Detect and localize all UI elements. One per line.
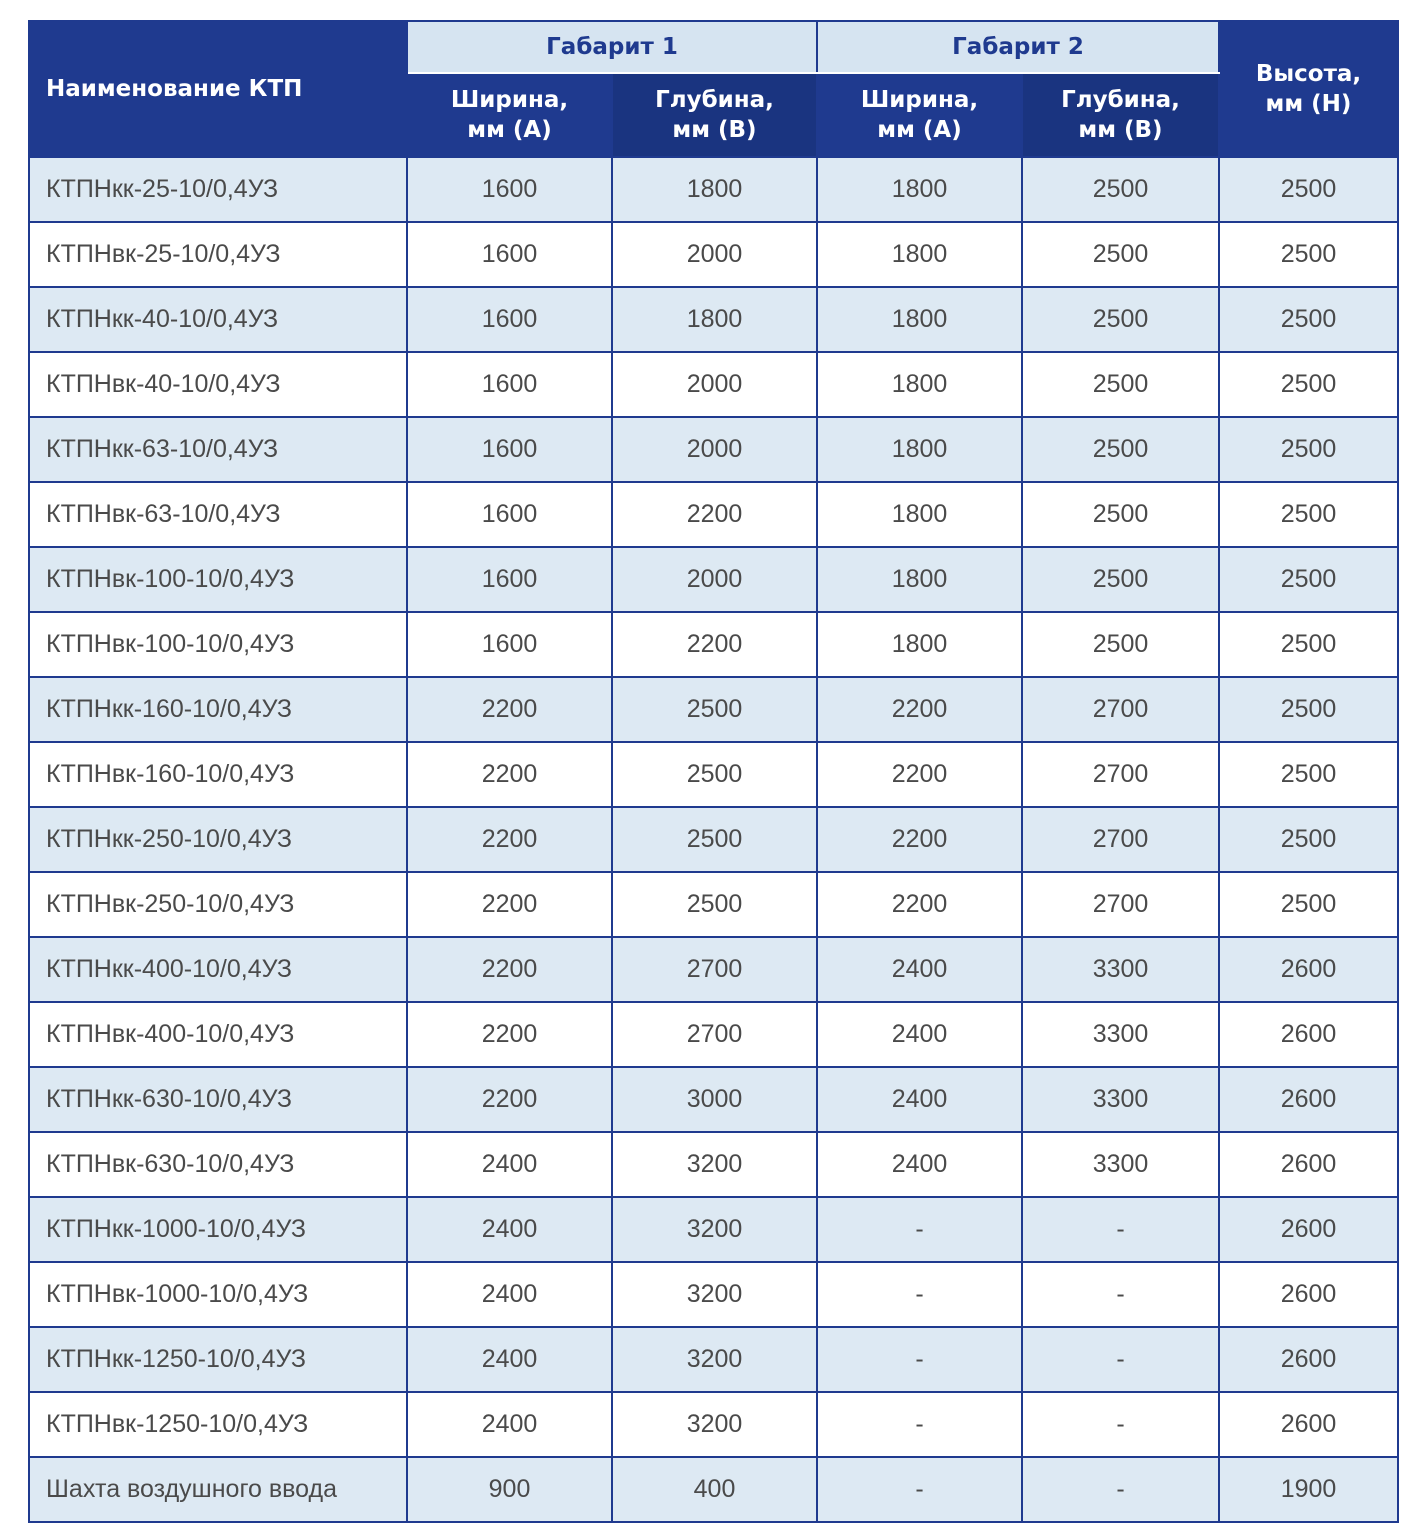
table-row <box>29 1262 1398 1327</box>
cell-g1-width: 2400 <box>407 1327 612 1392</box>
cell-height: 2500 <box>1219 612 1398 677</box>
cell-height: 2500 <box>1219 482 1398 547</box>
cell-g1-depth: 400 <box>612 1457 817 1522</box>
cell-g2-width: 2200 <box>817 872 1022 937</box>
cell-g2-width: - <box>817 1457 1022 1522</box>
cell-height: 2600 <box>1219 1262 1398 1327</box>
cell-g1-width: 1600 <box>407 157 612 222</box>
cell-name: КТПНкк-1250-10/0,4УЗ <box>29 1327 407 1392</box>
cell-g2-width: 2200 <box>817 807 1022 872</box>
cell-g1-width: 900 <box>407 1457 612 1522</box>
cell-g1-width: 1600 <box>407 417 612 482</box>
cell-g2-depth: 2700 <box>1022 872 1219 937</box>
cell-g1-depth: 2000 <box>612 417 817 482</box>
cell-name: КТПНкк-1000-10/0,4УЗ <box>29 1197 407 1262</box>
cell-g1-depth: 2700 <box>612 937 817 1002</box>
column-header-g2-depth <box>1022 73 1219 157</box>
height-label: Высота, мм (Н) <box>1255 61 1362 117</box>
table-row <box>29 157 1398 222</box>
cell-g2-depth: 2700 <box>1022 807 1219 872</box>
table-row <box>29 482 1398 547</box>
table-header <box>29 21 1398 157</box>
table-row <box>29 1132 1398 1197</box>
cell-g1-width: 1600 <box>407 547 612 612</box>
cell-height: 2500 <box>1219 417 1398 482</box>
cell-g1-depth: 2500 <box>612 742 817 807</box>
cell-name: КТПНкк-40-10/0,4УЗ <box>29 287 407 352</box>
table-row <box>29 937 1398 1002</box>
cell-g2-depth: 2500 <box>1022 352 1219 417</box>
table-row <box>29 222 1398 287</box>
table-row <box>29 612 1398 677</box>
cell-g1-depth: 3200 <box>612 1132 817 1197</box>
cell-g1-width: 1600 <box>407 352 612 417</box>
cell-g1-width: 2200 <box>407 807 612 872</box>
cell-g1-depth: 2000 <box>612 352 817 417</box>
cell-height: 2500 <box>1219 742 1398 807</box>
cell-g1-depth: 2000 <box>612 547 817 612</box>
cell-height: 2600 <box>1219 1392 1398 1457</box>
cell-g1-depth: 3200 <box>612 1392 817 1457</box>
cell-height: 1900 <box>1219 1457 1398 1522</box>
cell-name: КТПНкк-630-10/0,4УЗ <box>29 1067 407 1132</box>
column-header-g1-depth <box>612 73 817 157</box>
table-row <box>29 872 1398 937</box>
table-row <box>29 352 1398 417</box>
cell-height: 2600 <box>1219 1327 1398 1392</box>
cell-g2-width: 1800 <box>817 352 1022 417</box>
table-row <box>29 677 1398 742</box>
cell-g2-width: - <box>817 1262 1022 1327</box>
cell-g1-depth: 2200 <box>612 482 817 547</box>
cell-g1-depth: 3200 <box>612 1327 817 1392</box>
cell-g1-width: 2400 <box>407 1392 612 1457</box>
cell-g2-width: 2400 <box>817 1067 1022 1132</box>
column-header-height <box>1219 21 1398 157</box>
table-row <box>29 547 1398 612</box>
cell-height: 2500 <box>1219 547 1398 612</box>
cell-g2-depth: 3300 <box>1022 1132 1219 1197</box>
cell-name: КТПНвк-160-10/0,4УЗ <box>29 742 407 807</box>
cell-name: КТПНкк-63-10/0,4УЗ <box>29 417 407 482</box>
cell-g2-width: - <box>817 1327 1022 1392</box>
cell-g2-width: 1800 <box>817 482 1022 547</box>
table-row <box>29 417 1398 482</box>
cell-name: КТПНвк-1000-10/0,4УЗ <box>29 1262 407 1327</box>
dimensions-table-container <box>28 20 1397 1523</box>
table-row <box>29 1457 1398 1522</box>
cell-height: 2600 <box>1219 1197 1398 1262</box>
cell-name: КТПНвк-40-10/0,4УЗ <box>29 352 407 417</box>
cell-g2-depth: 2500 <box>1022 547 1219 612</box>
cell-height: 2500 <box>1219 677 1398 742</box>
cell-g2-depth: 2500 <box>1022 157 1219 222</box>
cell-height: 2500 <box>1219 807 1398 872</box>
table-row <box>29 1327 1398 1392</box>
g2-depth-label: Глубина, мм (В) <box>1061 87 1180 143</box>
cell-g2-width: 1800 <box>817 287 1022 352</box>
cell-g2-width: 1800 <box>817 417 1022 482</box>
cell-name: КТПНвк-630-10/0,4УЗ <box>29 1132 407 1197</box>
cell-g1-width: 1600 <box>407 222 612 287</box>
cell-g1-width: 2200 <box>407 742 612 807</box>
cell-height: 2600 <box>1219 1002 1398 1067</box>
cell-g2-width: - <box>817 1197 1022 1262</box>
cell-g2-depth: - <box>1022 1262 1219 1327</box>
cell-name: КТПНвк-250-10/0,4УЗ <box>29 872 407 937</box>
cell-g2-depth: 3300 <box>1022 1002 1219 1067</box>
cell-g1-depth: 2500 <box>612 807 817 872</box>
cell-name: КТПНвк-400-10/0,4УЗ <box>29 1002 407 1067</box>
cell-name: КТПНкк-160-10/0,4УЗ <box>29 677 407 742</box>
table-row <box>29 1067 1398 1132</box>
cell-g1-width: 1600 <box>407 287 612 352</box>
cell-height: 2500 <box>1219 157 1398 222</box>
cell-g1-depth: 2500 <box>612 872 817 937</box>
cell-height: 2500 <box>1219 222 1398 287</box>
cell-name: Шахта воздушного ввода <box>29 1457 407 1522</box>
cell-g2-depth: - <box>1022 1327 1219 1392</box>
cell-name: КТПНкк-250-10/0,4УЗ <box>29 807 407 872</box>
cell-g1-width: 2400 <box>407 1262 612 1327</box>
cell-g1-depth: 2500 <box>612 677 817 742</box>
cell-g2-depth: - <box>1022 1457 1219 1522</box>
cell-height: 2500 <box>1219 287 1398 352</box>
cell-g2-width: 1800 <box>817 547 1022 612</box>
cell-name: КТПНвк-100-10/0,4УЗ <box>29 547 407 612</box>
cell-name: КТПНвк-25-10/0,4УЗ <box>29 222 407 287</box>
cell-name: КТПНвк-63-10/0,4УЗ <box>29 482 407 547</box>
cell-name: КТПНвк-100-10/0,4УЗ <box>29 612 407 677</box>
table-row <box>29 742 1398 807</box>
cell-g2-depth: 3300 <box>1022 937 1219 1002</box>
cell-g1-depth: 1800 <box>612 287 817 352</box>
table-row <box>29 287 1398 352</box>
cell-g1-depth: 2700 <box>612 1002 817 1067</box>
column-header-g2-width <box>817 73 1022 157</box>
dimensions-table <box>28 20 1399 1523</box>
cell-g1-depth: 3200 <box>612 1197 817 1262</box>
cell-g2-width: 2400 <box>817 1132 1022 1197</box>
g1-depth-label: Глубина, мм (В) <box>655 87 774 143</box>
table-row <box>29 1002 1398 1067</box>
cell-name: КТПНкк-25-10/0,4УЗ <box>29 157 407 222</box>
cell-g2-width: - <box>817 1392 1022 1457</box>
cell-g1-depth: 2200 <box>612 612 817 677</box>
table-row <box>29 807 1398 872</box>
cell-g2-width: 1800 <box>817 157 1022 222</box>
g1-width-label: Ширина, мм (А) <box>450 87 569 143</box>
column-group-gabarit-2: Габарит 2 <box>817 21 1219 73</box>
table-body <box>29 157 1398 1522</box>
cell-height: 2500 <box>1219 352 1398 417</box>
cell-name: КТПНвк-1250-10/0,4УЗ <box>29 1392 407 1457</box>
cell-g2-width: 2200 <box>817 677 1022 742</box>
cell-g1-width: 2400 <box>407 1197 612 1262</box>
cell-g2-width: 1800 <box>817 612 1022 677</box>
cell-g1-depth: 3200 <box>612 1262 817 1327</box>
cell-g2-depth: 2500 <box>1022 612 1219 677</box>
cell-height: 2600 <box>1219 1067 1398 1132</box>
cell-g2-depth: 2500 <box>1022 222 1219 287</box>
cell-g1-width: 2400 <box>407 1132 612 1197</box>
cell-height: 2600 <box>1219 1132 1398 1197</box>
column-group-gabarit-1: Габарит 1 <box>407 21 817 73</box>
cell-height: 2500 <box>1219 872 1398 937</box>
table-row <box>29 1197 1398 1262</box>
cell-name: КТПНкк-400-10/0,4УЗ <box>29 937 407 1002</box>
cell-g2-width: 2400 <box>817 1002 1022 1067</box>
cell-g2-depth: 2500 <box>1022 482 1219 547</box>
cell-g2-depth: 2500 <box>1022 417 1219 482</box>
cell-g1-width: 1600 <box>407 482 612 547</box>
cell-g1-width: 2200 <box>407 937 612 1002</box>
cell-g2-depth: 2500 <box>1022 287 1219 352</box>
table-row <box>29 1392 1398 1457</box>
cell-g1-width: 1600 <box>407 612 612 677</box>
cell-g1-width: 2200 <box>407 1067 612 1132</box>
g2-width-label: Ширина, мм (А) <box>860 87 979 143</box>
cell-height: 2600 <box>1219 937 1398 1002</box>
cell-g2-width: 2200 <box>817 742 1022 807</box>
column-header-g1-width <box>407 73 612 157</box>
column-header-name: Наименование КТП <box>29 21 407 157</box>
cell-g2-depth: - <box>1022 1392 1219 1457</box>
cell-g2-width: 1800 <box>817 222 1022 287</box>
cell-g1-width: 2200 <box>407 677 612 742</box>
cell-g1-width: 2200 <box>407 1002 612 1067</box>
cell-g1-depth: 2000 <box>612 222 817 287</box>
cell-g1-width: 2200 <box>407 872 612 937</box>
cell-g2-depth: 2700 <box>1022 677 1219 742</box>
cell-g2-depth: 2700 <box>1022 742 1219 807</box>
cell-g2-width: 2400 <box>817 937 1022 1002</box>
cell-g2-depth: - <box>1022 1197 1219 1262</box>
cell-g1-depth: 3000 <box>612 1067 817 1132</box>
cell-g1-depth: 1800 <box>612 157 817 222</box>
cell-g2-depth: 3300 <box>1022 1067 1219 1132</box>
